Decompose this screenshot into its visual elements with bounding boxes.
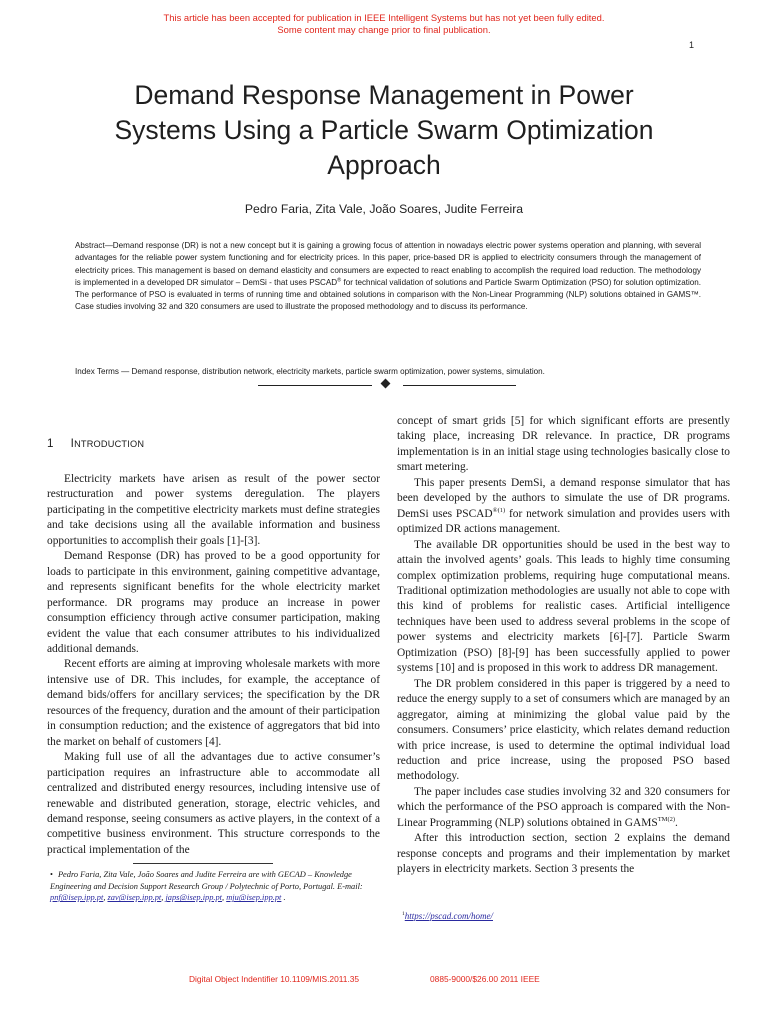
paragraph-text: for network simulation and provides users with optimized DR actions management. [397, 507, 730, 536]
paragraph [397, 476, 730, 538]
footnote-marker: 1 [402, 911, 405, 917]
section-title-first-letter: I [70, 437, 75, 450]
separator-line-left [258, 385, 372, 386]
email-link-zav[interactable]: zav@isep.ipp.pt [107, 893, 162, 903]
diamond-separator-icon [381, 379, 391, 389]
separator-line-right [403, 385, 516, 386]
paragraph: Electricity markets have arisen as result of the power sector restructuration and power systems deregulation. The players participating in the competitive electricity markets must define strategies and take decisions using all the available information and business opportunities to accomplish their goals [1]-[3]. [47, 473, 380, 547]
footer-doi: Digital Object Indentifier 10.1109/MIS.2011.35 [189, 974, 360, 984]
footnote-ref-2: TM(2) [657, 815, 676, 823]
section-heading-introduction [47, 437, 144, 450]
section-number: 1 [47, 437, 54, 450]
footnote-bullet: • [50, 870, 53, 879]
footnote-separator: , [103, 893, 108, 903]
title-line-2: Systems Using a Particle Swarm Optimization [114, 115, 654, 145]
footnote-affiliation: Pedro Faria, Zita Vale, João Soares and Judite Ferreira are with GECAD – Knowledge Engineering and Decision Support Research Group / Polytechnic of Porto, Portugal. E-mail: [50, 870, 363, 891]
paragraph: The DR problem considered in this paper is triggered by a need to reduce the energy supply to a set of consumers which are managed by an aggregator, aiming at minimizing the global value paid by the consumers. Consumers’ price elasticity, which relates demand reduction with price increase, is used to determine the optimal individual load reduction and price increase, using the proposed PSO based methodology. [397, 677, 730, 783]
email-link-japs[interactable]: japs@isep.ipp.pt [165, 893, 223, 903]
paragraph: After this introduction section, section 2 explains the demand response concepts and programs and their implementation by market players in electricity markets. Section 3 presents the [397, 832, 730, 876]
page-number: 1 [688, 40, 694, 50]
pscad-footnote [402, 911, 493, 921]
right-column [397, 414, 730, 878]
publication-banner-line2: Some content may change prior to final publication. [277, 24, 491, 35]
abstract-registered-mark: ® [337, 277, 342, 284]
footnote-separator: , [161, 893, 166, 903]
paragraph-text: This paper presents DemSi, a demand response simulator that has been developed by the authors to simulate the use of DR programs. DemSi uses PSCAD [397, 476, 730, 520]
abstract-part1: Abstract—Demand response (DR) is not a new concept but it is gaining a growing focus of attention in nowadays electric power systems operation and planning, with several advantages for the reliable power system functioning and for electricity prices. In this paper, price-based DR is applied to electricity consumers through the management of electricity prices. This management is based on demand elasticity and consumers are expected to react enabling to accomplish the required load reduction. The methodology is implemented in a developed DR simulator – DemSi - that uses PSCAD [75, 241, 701, 287]
paragraph: Recent efforts are aiming at improving wholesale markets with more intensive use of DR. This includes, for example, the acceptance of demand bids/offers for ancillary services; the specification by the DR resources of the frequency, duration and the amount of their participation in consumption reduction; and the existence of aggregators that bid into the market on behalf of customers [4]. [47, 658, 380, 748]
paragraph-text: . [675, 816, 678, 829]
paragraph: Making full use of all the advantages due to active consumer’s participation requires an infrastructure able to accommodate all centralized and distributed energy resources, including intensive use of renewable and distributed generation, storage, electric vehicles, and demand response, seeing consumers as active players, in the context of a competitive business environment. This structure corresponds to the practical implementation of the [47, 751, 380, 856]
paragraph: concept of smart grids [5] for which significant efforts are presently taking place, increasing DR relevance. In practice, DR programs implementation is in an initial stage using technologies basically close to smart metering. [397, 415, 730, 474]
footnote-end: . [281, 893, 286, 903]
index-terms: Index Terms — Demand response, distribution network, electricity markets, particle swarm optimization, power systems, simulation. [75, 367, 545, 376]
pscad-link[interactable]: https://pscad.com/home/ [404, 911, 493, 921]
title-line-3: Approach [327, 150, 441, 180]
author-footnote [50, 869, 370, 904]
footer-price: 0885-9000/$26.00 2011 IEEE [430, 974, 540, 984]
authors: Pedro Faria, Zita Vale, João Soares, Judite Ferreira [244, 202, 524, 216]
title-line-1: Demand Response Management in Power [134, 80, 634, 110]
abstract-part2: for technical validation of solutions and Particle Swarm Optimization (PSO) for solution optimization. The performance of PSO is evaluated in terms of running time and obtained solutions in comparison with the Non-Linear Programming (NLP) solutions obtained in GAMS™. Case studies involving 32 and 320 consumers are used to illustrate the proposed methodology and to discuss its performance. [75, 277, 701, 312]
publication-banner-line1: This article has been accepted for publication in IEEE Intelligent Systems but has not yet been fully edited. [163, 12, 605, 23]
email-link-pnf[interactable]: pnf@isep.ipp.pt [50, 893, 104, 903]
left-column [47, 472, 380, 858]
footnote-rule [133, 863, 273, 864]
footnote-separator: , [222, 893, 227, 903]
paragraph: Demand Response (DR) has proved to be a good opportunity for loads to participate in this environment, gaining competitive advantage, and represents significant benefits for the whole electricity market performance. DR programs may produce an increase in power consumption efficiency through active consumer participation, making evident the value that each consumer attributes to his individualized additional demands. [47, 550, 380, 655]
email-link-mju[interactable]: mju@isep.ipp.pt [226, 893, 282, 903]
section-title-rest: NTRODUCTION [74, 439, 145, 449]
paragraph [397, 785, 730, 831]
paragraph: The available DR opportunities should be used in the best way to attain the involved agents’ goals. This leads to highly time consuming complex optimization problems, requiring huge computational means. Traditional optimization methodologies are usually not able to cope with this kind of problems for realistic cases. Artificial intelligence techniques have been used to address several problems in the scope of power systems and electricity markets [6]-[7]. Particle Swarm Optimization (PSO) [8]-[9] has been successfully applied to power systems [10] and is proposed in this work to address DR management. [397, 538, 730, 675]
paper-title [60, 78, 708, 183]
abstract [75, 240, 701, 314]
footnote-ref-1: ®(1) [492, 506, 506, 514]
paragraph-text: The paper includes case studies involving 32 and 320 consumers for which the performance of the PSO approach is compared with the Non-Linear Programming (NLP) solutions obtained in GAMS [397, 785, 730, 829]
